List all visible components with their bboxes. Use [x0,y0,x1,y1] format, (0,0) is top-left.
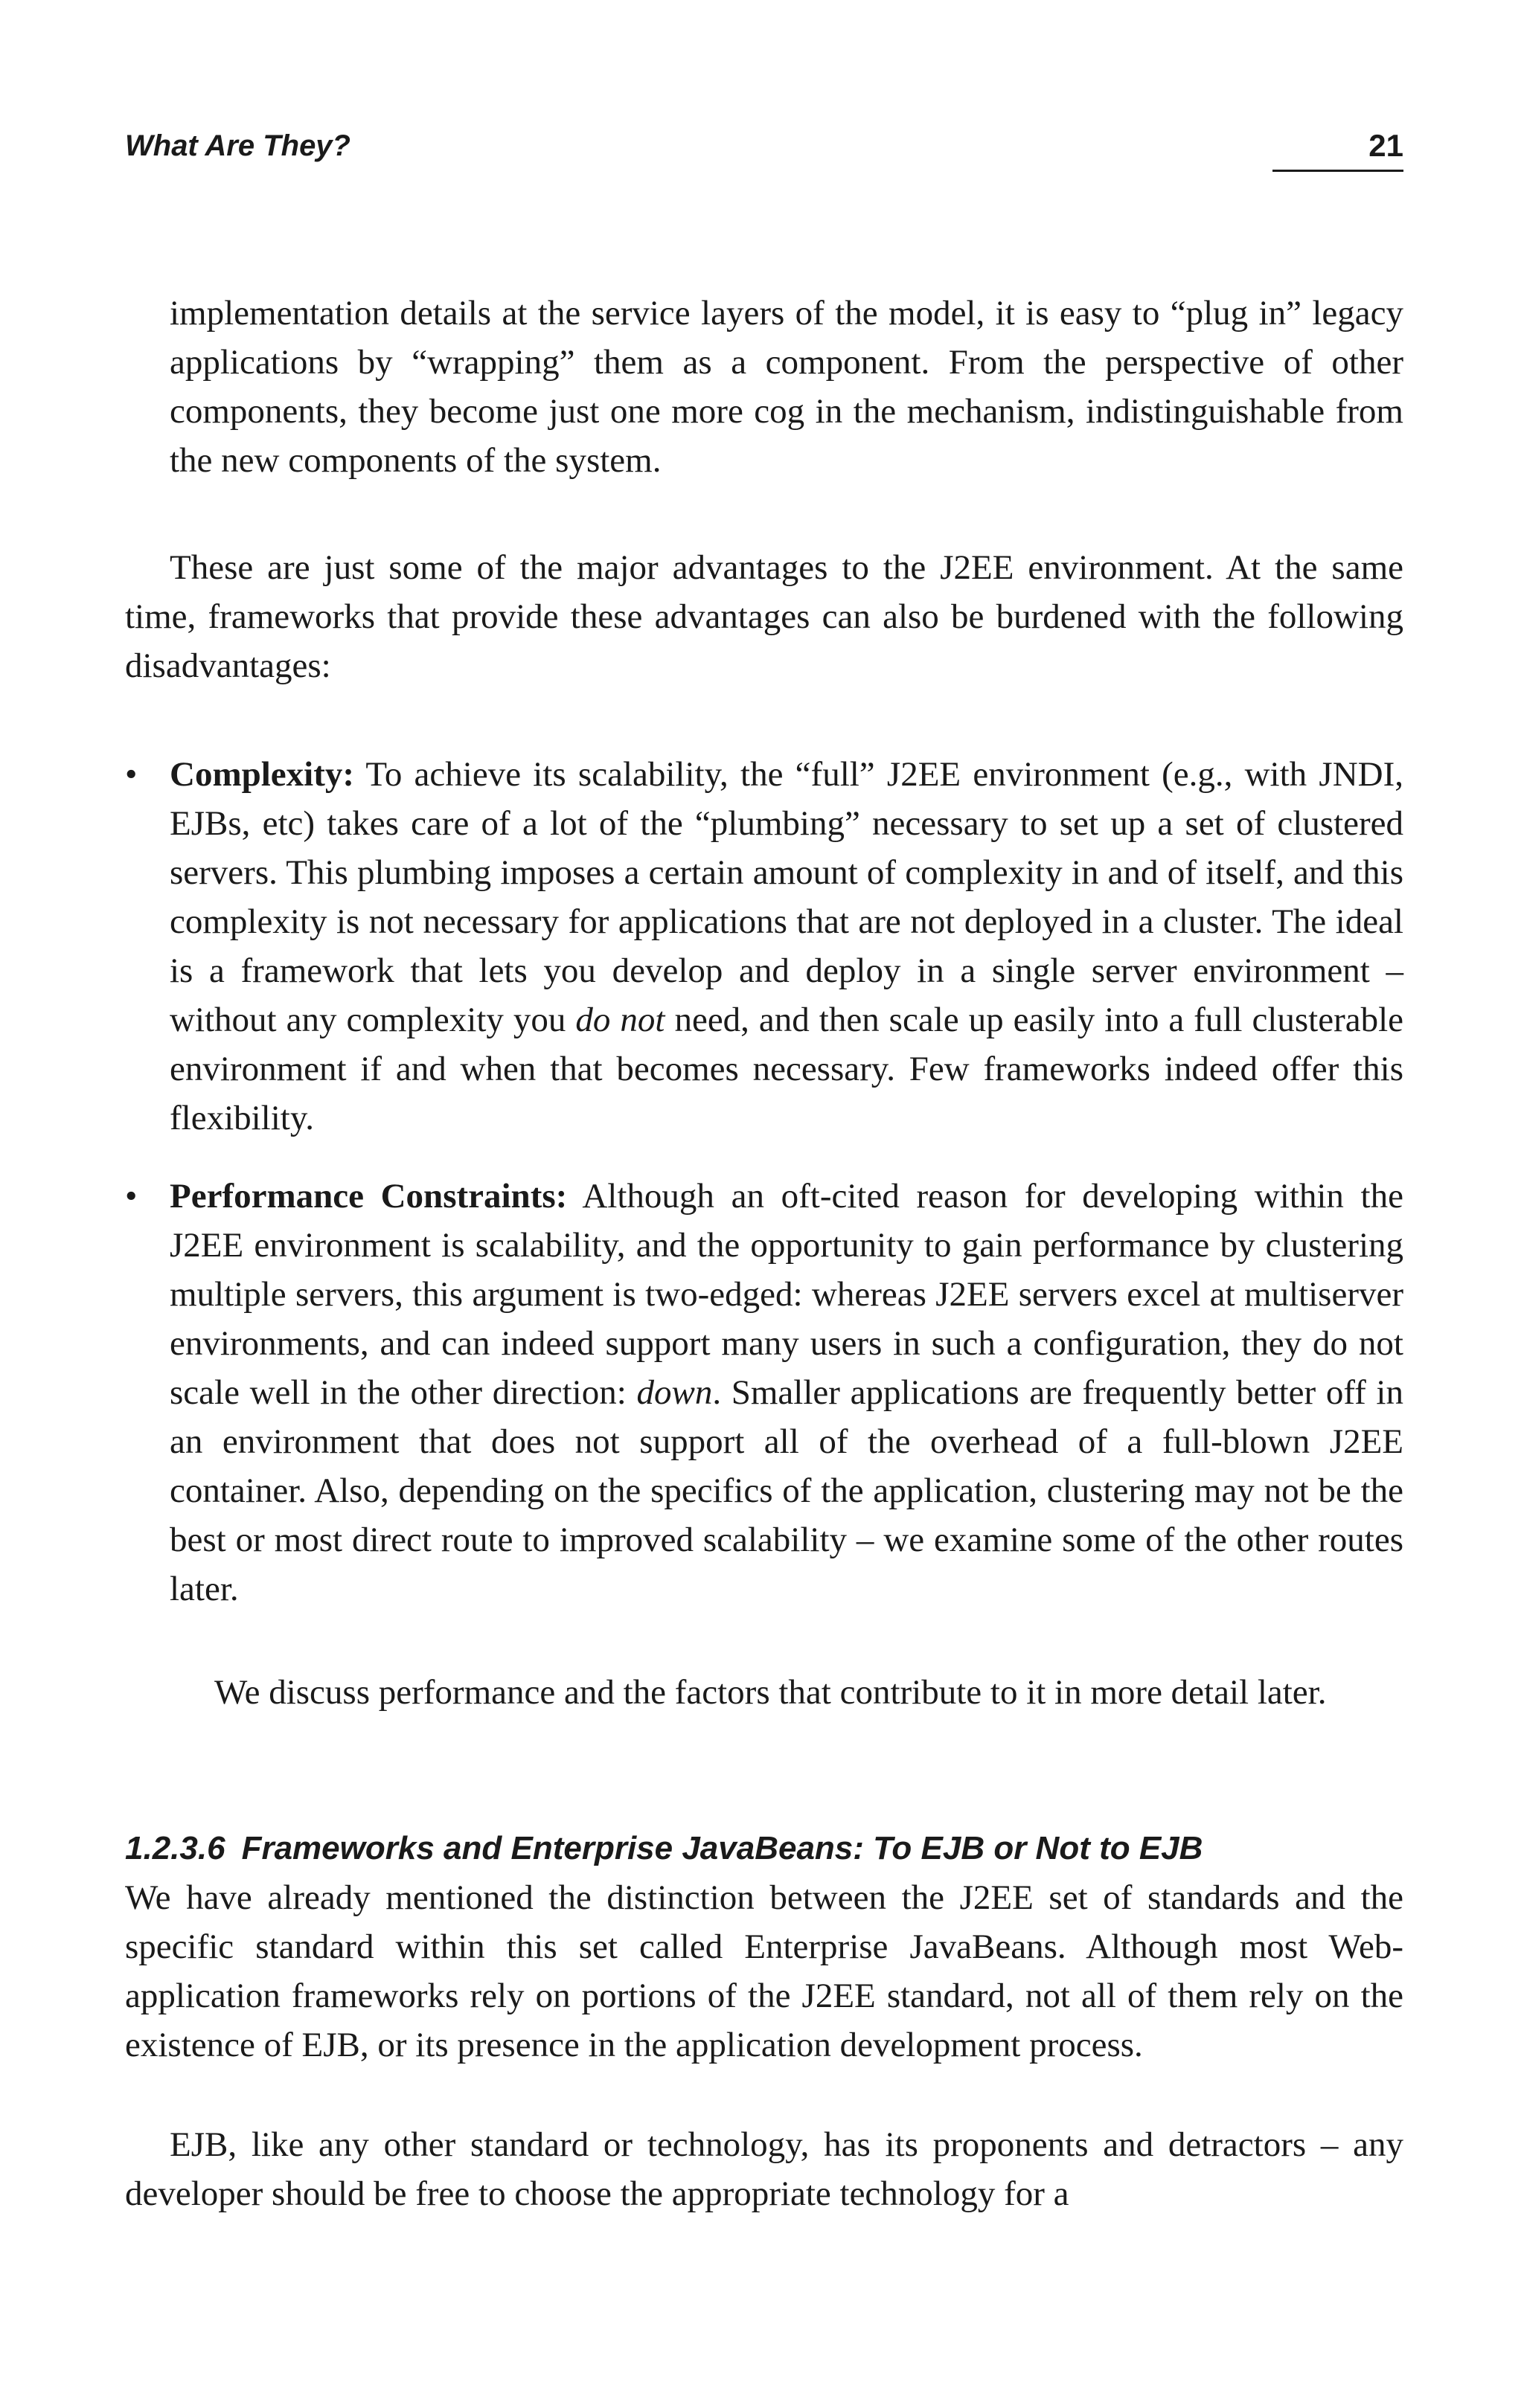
bullet-body [170,1172,1403,1614]
bullet-text-after: . Smaller applications are frequently better off in an environment that does not support all of the overhead of a full-blown J2EE container. Also, depending on the specifics of the application, clustering may not be the best or most direct route to improved scalability – we examine some of the other routes later. [170,1373,1403,1608]
bullet-marker: • [125,755,138,794]
section-paragraph-2: EJB, like any other standard or technology, has its proponents and detractors – any developer should be free to choose the appropriate technology for a [125,2125,1403,2213]
bullet-followup-paragraph: We discuss performance and the factors that contribute to it in more detail later. [214,1673,1327,1712]
bullet-term: Complexity: [170,755,355,794]
section-paragraph-1: We have already mentioned the distinction between the J2EE set of standards and the specific standard within this set called Enterprise JavaBeans. Although most Web-application frameworks rely on portions of the J2EE standard, not all of them rely on the existence of EJB, or its presence in the application development process. [125,1878,1403,2064]
bullet-performance-constraints [125,1172,1403,1614]
bullet-text-before: Although an oft-cited reason for developing within the J2EE environment is scalability, and the opportunity to gain performance by clustering multiple servers, this argument is two-edged: whereas J2EE servers excel at multiserver environments, and can indeed support many users in such a configuration, they do not scale well in the other direction: [170,1177,1403,1412]
bullet-term: Performance Constraints: [170,1177,568,1216]
bullet-marker: • [125,1177,138,1216]
bullet-emphasis: down [636,1373,713,1412]
bullet-body [170,750,1403,1143]
bullet-complexity [125,750,1403,1143]
page-number: 21 [1272,128,1403,172]
bullet-text-before: To achieve its scalability, the “full” J2EE environment (e.g., with JNDI, EJBs, etc) takes care of a lot of the “plumbing” necessary to set up a set of clustered servers. This plumbing imposes a certain amount of complexity in and of itself, and this complexity is not necessary for applications that are not deployed in a cluster. The ideal is a framework that lets you develop and deploy in a single server environment – without any complexity you [170,755,1403,1039]
intro-paragraph: These are just some of the major advantages to the J2EE environment. At the same time, frameworks that provide these advantages can also be burdened with the following disadvantages: [125,548,1403,685]
continuation-paragraph: implementation details at the service layers of the model, it is easy to “plug in” legacy applications by “wrapping” them as a component. From the perspective of other components, they become just one more cog in the mechanism, indistinguishable from the new components of the system. [170,294,1403,480]
section-title: Frameworks and Enterprise JavaBeans: To EJB or Not to EJB [241,1830,1203,1866]
running-header-title: What Are They? [125,129,350,162]
bullet-emphasis: do not [575,1001,665,1039]
section-number: 1.2.3.6 [125,1830,225,1866]
bullet-text-after: need, and then scale up easily into a full clusterable environment if and when that becomes necessary. Few frameworks indeed offer this flexibility. [170,1001,1404,1137]
section-heading [125,1828,1403,1869]
